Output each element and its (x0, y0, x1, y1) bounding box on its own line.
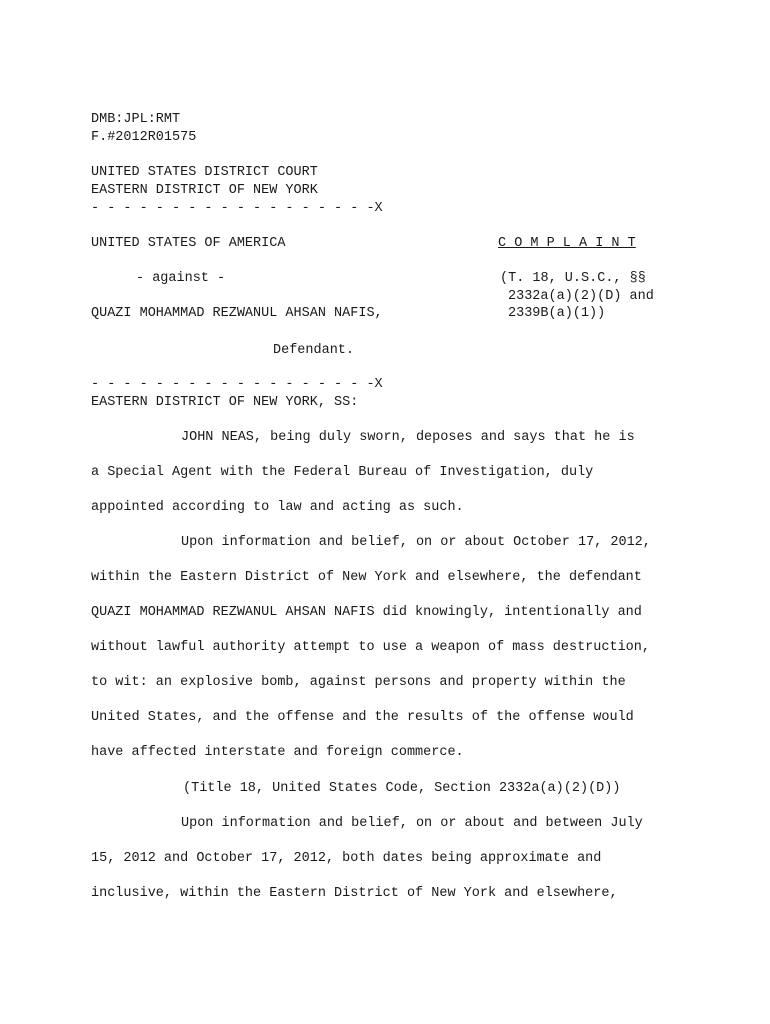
caption-bottom-divider: - - - - - - - - - - - - - - - - - -X (91, 377, 383, 392)
paragraph-2-line-7: have affected interstate and foreign commerce. (91, 745, 464, 760)
paragraph-3-line-1: Upon information and belief, on or about and between July (181, 816, 643, 831)
document-type-heading: C O M P L A I N T (498, 236, 636, 251)
caption-top-divider: - - - - - - - - - - - - - - - - - -X (91, 201, 383, 216)
citation-line-3: 2339B(a)(1)) (508, 306, 606, 321)
paragraph-2-line-1: Upon information and belief, on or about October 17, 2012, (181, 535, 651, 550)
paragraph-2-line-3: QUAZI MOHAMMAD REZWANUL AHSAN NAFIS did knowingly, intentionally and (91, 605, 642, 620)
court-name: UNITED STATES DISTRICT COURT (91, 165, 318, 180)
citation-line-1: (T. 18, U.S.C., §§ (500, 271, 646, 286)
court-district: EASTERN DISTRICT OF NEW YORK (91, 183, 318, 198)
attorney-initials: DMB:JPL:RMT (91, 112, 181, 127)
defendant-name: QUAZI MOHAMMAD REZWANUL AHSAN NAFIS, (91, 306, 383, 321)
citation-line-2: 2332a(a)(2)(D) and (508, 289, 654, 304)
venue-line: EASTERN DISTRICT OF NEW YORK, SS: (91, 395, 359, 410)
defendant-label: Defendant. (273, 343, 355, 358)
paragraph-2-line-2: within the Eastern District of New York and elsewhere, the defendant (91, 570, 642, 585)
paragraph-2-line-5: to wit: an explosive bomb, against persons and property within the (91, 675, 626, 690)
file-number: F.#2012R01575 (91, 130, 197, 145)
statute-citation: (Title 18, United States Code, Section 2332a(a)(2)(D)) (183, 781, 621, 796)
paragraph-1-line-3: appointed according to law and acting as such. (91, 500, 464, 515)
paragraph-1-line-2: a Special Agent with the Federal Bureau of Investigation, duly (91, 465, 594, 480)
plaintiff-name: UNITED STATES OF AMERICA (91, 236, 286, 251)
paragraph-2-line-4: without lawful authority attempt to use a weapon of mass destruction, (91, 640, 650, 655)
paragraph-2-line-6: United States, and the offense and the results of the offense would (91, 710, 634, 725)
paragraph-3-line-3: inclusive, within the Eastern District of New York and elsewhere, (91, 886, 618, 901)
versus-label: - against - (136, 271, 226, 286)
paragraph-1-line-1: JOHN NEAS, being duly sworn, deposes and says that he is (181, 430, 635, 445)
paragraph-3-line-2: 15, 2012 and October 17, 2012, both dates being approximate and (91, 851, 602, 866)
